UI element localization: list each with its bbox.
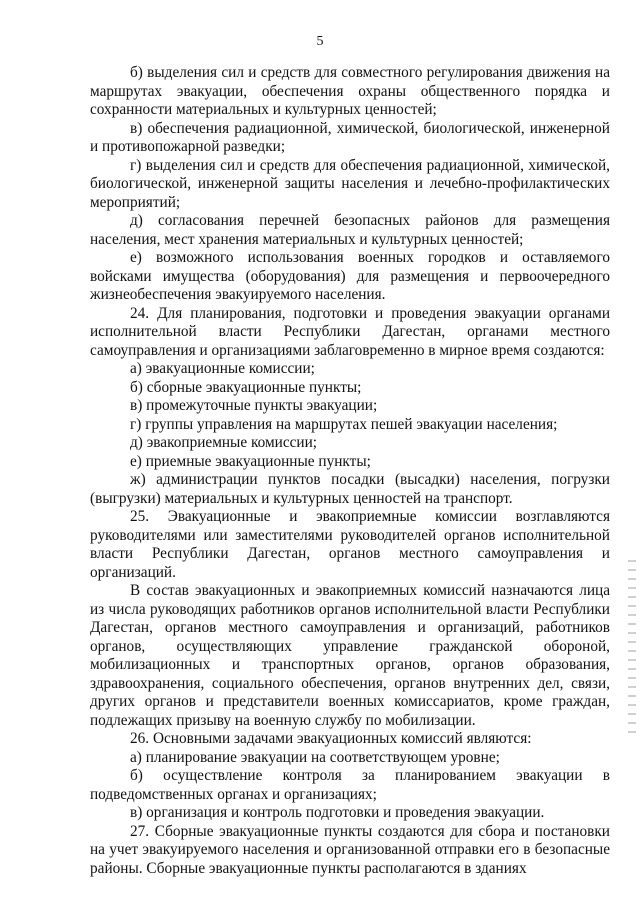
list-item-e: е) приемные эвакуационные пункты;: [130, 452, 371, 470]
paragraph-27: 27. Сборные эвакуационные пункты создаются для сбора и постановки на учет эвакуируемого населения и организованной отправки его в безопасные районы. Сборные эвакуационные пункты располагаются в зданиях: [90, 822, 610, 877]
list-item-g: г) группы управления на маршрутах пешей эвакуации населения;: [130, 415, 558, 433]
paragraph-26-heading: 26. Основными задачами эвакуационных комиссий являются:: [130, 730, 532, 747]
paragraph-v-reconnaissance: в) обеспечения радиационной, химической, биологической, инженерной и противопожарной разведки;: [90, 119, 610, 155]
paragraph-e-military-towns: е) возможного использования военных городков и оставляемого войсками имущества (оборудования) для размещения и первоочередного жизнеобеспечения эвакуируемого населения.: [90, 249, 610, 303]
list-item-b: б) сборные эвакуационные пункты;: [130, 378, 362, 396]
document-body: [90, 64, 610, 878]
list-item-v: в) промежуточные пункты эвакуации;: [130, 397, 378, 414]
list-item-zh: ж) администрации пунктов посадки (высадки) населения, погрузки (выгрузки) материальных и культурных ценностей на транспорт.: [90, 471, 610, 507]
paragraph-d-safe-areas: д) согласования перечней безопасных районов для размещения населения, мест хранения материальных и культурных ценностей;: [90, 212, 610, 248]
task-item-b: б) осуществление контроля за планированием эвакуации в подведомственных органах и организациях;: [90, 767, 610, 803]
page-number: 5: [316, 34, 324, 49]
task-item-v: в) организация и контроль подготовки и проведения эвакуации.: [130, 804, 545, 821]
scan-edge-marks: [628, 560, 636, 740]
list-item-d: д) эвакоприемные комиссии;: [130, 434, 318, 451]
paragraph-25: 25. Эвакуационные и эвакоприемные комиссии возглавляются руководителями или заместителями руководителей органов исполнительной власти Республики Дагестан, органов местного самоуправления и организаций.: [90, 508, 610, 581]
paragraph-b-traffic: б) выделения сил и средств для совместного регулирования движения на маршрутах эвакуации, обеспечения охраны общественного порядка и сохранности материальных и культурных ценностей;: [90, 64, 610, 118]
list-item-a: а) эвакуационные комиссии;: [130, 360, 315, 377]
paragraph-24-heading: 24. Для планирования, подготовки и проведения эвакуации органами исполнительной власти Республики Дагестан, органами местного самоуправления и организациями заблаговременно в мирное время создаются:: [90, 304, 610, 359]
paragraph-commission-composition: В состав эвакуационных и эвакоприемных комиссий назначаются лица из числа руководящих работников органов исполнительной власти Республики Дагестан, органов местного самоуправления и организаций, работников органов, осуществляющих управление гражданской обороной, мобилизационных и транспортных органов, органов образования, здравоохранения, социального обеспечения, органов внутренних дел, связи, других органов и представители военных комиссариатов, кроме граждан, подлежащих призыву на военную службу по мобилизации.: [90, 582, 610, 729]
paragraph-g-protection: г) выделения сил и средств для обеспечения радиационной, химической, биологической, инженерной защиты населения и лечебно-профилактических мероприятий;: [90, 156, 610, 211]
task-item-a: а) планирование эвакуации на соответствующем уровне;: [130, 748, 500, 766]
